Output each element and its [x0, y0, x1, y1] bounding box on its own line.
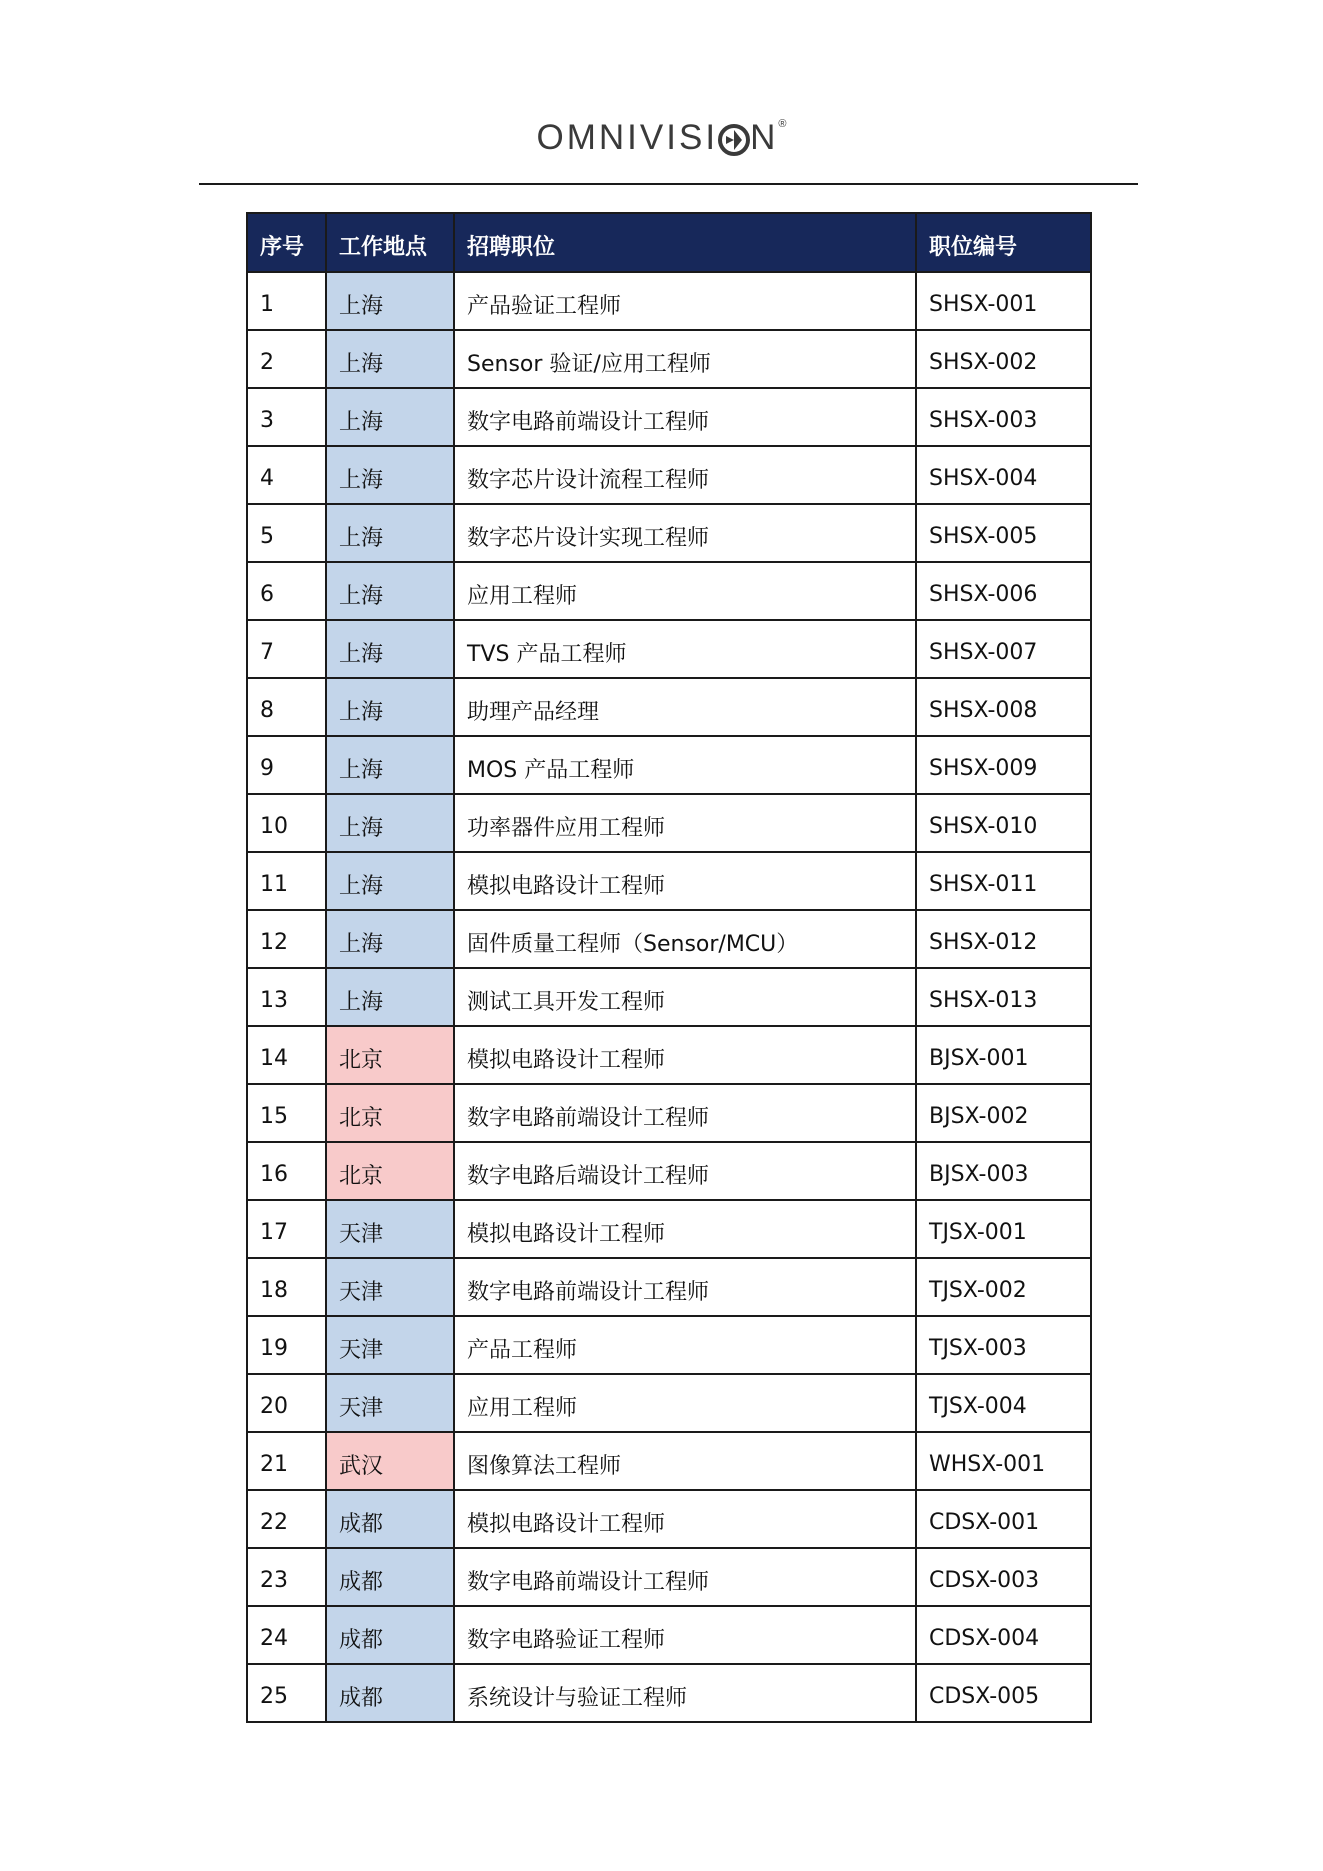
row-location-cell: 武汉: [326, 1432, 454, 1490]
row-location-cell: 北京: [326, 1084, 454, 1142]
row-location-cell: 天津: [326, 1258, 454, 1316]
row-number-cell: 2: [247, 330, 326, 388]
row-code-cell: SHSX-009: [916, 736, 1091, 794]
logo-text-suffix: N: [750, 118, 779, 157]
row-position-cell: Sensor 验证/应用工程师: [454, 330, 916, 388]
row-number-cell: 9: [247, 736, 326, 794]
row-code-cell: BJSX-003: [916, 1142, 1091, 1200]
job-openings-table: [246, 212, 1092, 1723]
row-code-cell: CDSX-004: [916, 1606, 1091, 1664]
row-location-cell: 成都: [326, 1664, 454, 1722]
row-number-cell: 6: [247, 562, 326, 620]
row-location-cell: 上海: [326, 794, 454, 852]
table-row: [247, 1026, 1091, 1084]
table-row: [247, 1432, 1091, 1490]
row-location-cell: 上海: [326, 504, 454, 562]
header-divider: [199, 183, 1138, 185]
table-row: [247, 1316, 1091, 1374]
row-code-cell: BJSX-001: [916, 1026, 1091, 1084]
row-position-cell: 模拟电路设计工程师: [454, 1026, 916, 1084]
row-position-cell: 助理产品经理: [454, 678, 916, 736]
row-number-cell: 11: [247, 852, 326, 910]
row-number-cell: 19: [247, 1316, 326, 1374]
row-number-cell: 13: [247, 968, 326, 1026]
company-logo: [0, 113, 1323, 163]
row-location-cell: 上海: [326, 910, 454, 968]
table-row: [247, 1490, 1091, 1548]
row-code-cell: CDSX-001: [916, 1490, 1091, 1548]
row-number-cell: 24: [247, 1606, 326, 1664]
table-row: [247, 504, 1091, 562]
row-location-cell: 北京: [326, 1026, 454, 1084]
row-location-cell: 北京: [326, 1142, 454, 1200]
table-row: [247, 388, 1091, 446]
row-code-cell: CDSX-003: [916, 1548, 1091, 1606]
row-position-cell: MOS 产品工程师: [454, 736, 916, 794]
row-position-cell: 模拟电路设计工程师: [454, 1490, 916, 1548]
table-row: [247, 330, 1091, 388]
table-row: [247, 1664, 1091, 1722]
table-row: [247, 446, 1091, 504]
row-number-cell: 16: [247, 1142, 326, 1200]
table-body: [247, 272, 1091, 1722]
column-header-position: 招聘职位: [454, 213, 916, 272]
row-location-cell: 上海: [326, 678, 454, 736]
table-row: [247, 678, 1091, 736]
row-code-cell: SHSX-003: [916, 388, 1091, 446]
row-location-cell: 上海: [326, 446, 454, 504]
row-number-cell: 25: [247, 1664, 326, 1722]
row-code-cell: TJSX-002: [916, 1258, 1091, 1316]
row-number-cell: 14: [247, 1026, 326, 1084]
row-position-cell: 数字芯片设计实现工程师: [454, 504, 916, 562]
row-number-cell: 17: [247, 1200, 326, 1258]
row-number-cell: 22: [247, 1490, 326, 1548]
row-position-cell: 数字电路验证工程师: [454, 1606, 916, 1664]
row-code-cell: SHSX-010: [916, 794, 1091, 852]
table-row: [247, 272, 1091, 330]
row-position-cell: 功率器件应用工程师: [454, 794, 916, 852]
row-location-cell: 成都: [326, 1548, 454, 1606]
table-row: [247, 1084, 1091, 1142]
row-position-cell: TVS 产品工程师: [454, 620, 916, 678]
row-position-cell: 应用工程师: [454, 1374, 916, 1432]
row-code-cell: SHSX-008: [916, 678, 1091, 736]
column-header-number: 序号: [247, 213, 326, 272]
row-position-cell: 产品工程师: [454, 1316, 916, 1374]
row-code-cell: SHSX-007: [916, 620, 1091, 678]
column-header-code: 职位编号: [916, 213, 1091, 272]
row-position-cell: 数字电路前端设计工程师: [454, 1548, 916, 1606]
row-code-cell: WHSX-001: [916, 1432, 1091, 1490]
row-position-cell: 测试工具开发工程师: [454, 968, 916, 1026]
row-location-cell: 天津: [326, 1316, 454, 1374]
row-code-cell: SHSX-004: [916, 446, 1091, 504]
table-row: [247, 1548, 1091, 1606]
row-location-cell: 上海: [326, 388, 454, 446]
row-code-cell: TJSX-001: [916, 1200, 1091, 1258]
row-code-cell: SHSX-012: [916, 910, 1091, 968]
logo-text-prefix: OMNIVISI: [536, 118, 719, 157]
row-number-cell: 5: [247, 504, 326, 562]
logo-aperture-icon: [718, 124, 750, 156]
row-number-cell: 7: [247, 620, 326, 678]
row-code-cell: BJSX-002: [916, 1084, 1091, 1142]
row-number-cell: 20: [247, 1374, 326, 1432]
row-number-cell: 10: [247, 794, 326, 852]
registered-mark: ®: [778, 118, 787, 130]
row-location-cell: 上海: [326, 620, 454, 678]
table-row: [247, 794, 1091, 852]
row-location-cell: 上海: [326, 852, 454, 910]
row-code-cell: SHSX-005: [916, 504, 1091, 562]
row-position-cell: 数字电路前端设计工程师: [454, 1258, 916, 1316]
row-location-cell: 上海: [326, 736, 454, 794]
table-row: [247, 910, 1091, 968]
row-code-cell: SHSX-002: [916, 330, 1091, 388]
row-code-cell: SHSX-001: [916, 272, 1091, 330]
table-row: [247, 736, 1091, 794]
table-row: [247, 968, 1091, 1026]
row-code-cell: TJSX-004: [916, 1374, 1091, 1432]
table-header-row: [247, 213, 1091, 272]
table-row: [247, 562, 1091, 620]
row-location-cell: 天津: [326, 1374, 454, 1432]
row-number-cell: 3: [247, 388, 326, 446]
row-code-cell: CDSX-005: [916, 1664, 1091, 1722]
row-position-cell: 模拟电路设计工程师: [454, 852, 916, 910]
row-position-cell: 产品验证工程师: [454, 272, 916, 330]
table-row: [247, 1374, 1091, 1432]
row-position-cell: 模拟电路设计工程师: [454, 1200, 916, 1258]
row-position-cell: 图像算法工程师: [454, 1432, 916, 1490]
row-location-cell: 天津: [326, 1200, 454, 1258]
row-number-cell: 15: [247, 1084, 326, 1142]
row-location-cell: 上海: [326, 330, 454, 388]
row-location-cell: 上海: [326, 562, 454, 620]
row-number-cell: 18: [247, 1258, 326, 1316]
table-row: [247, 620, 1091, 678]
row-number-cell: 23: [247, 1548, 326, 1606]
row-number-cell: 1: [247, 272, 326, 330]
row-position-cell: 数字电路前端设计工程师: [454, 388, 916, 446]
row-code-cell: SHSX-006: [916, 562, 1091, 620]
row-position-cell: 固件质量工程师（Sensor/MCU）: [454, 910, 916, 968]
row-location-cell: 成都: [326, 1490, 454, 1548]
row-code-cell: SHSX-011: [916, 852, 1091, 910]
row-number-cell: 12: [247, 910, 326, 968]
row-code-cell: TJSX-003: [916, 1316, 1091, 1374]
table-row: [247, 852, 1091, 910]
row-position-cell: 数字芯片设计流程工程师: [454, 446, 916, 504]
row-number-cell: 4: [247, 446, 326, 504]
row-position-cell: 系统设计与验证工程师: [454, 1664, 916, 1722]
row-location-cell: 上海: [326, 968, 454, 1026]
row-position-cell: 数字电路前端设计工程师: [454, 1084, 916, 1142]
column-header-location: 工作地点: [326, 213, 454, 272]
row-code-cell: SHSX-013: [916, 968, 1091, 1026]
table-row: [247, 1142, 1091, 1200]
row-location-cell: 上海: [326, 272, 454, 330]
table-row: [247, 1258, 1091, 1316]
table-row: [247, 1200, 1091, 1258]
row-location-cell: 成都: [326, 1606, 454, 1664]
row-position-cell: 应用工程师: [454, 562, 916, 620]
row-position-cell: 数字电路后端设计工程师: [454, 1142, 916, 1200]
row-number-cell: 8: [247, 678, 326, 736]
table-row: [247, 1606, 1091, 1664]
row-number-cell: 21: [247, 1432, 326, 1490]
